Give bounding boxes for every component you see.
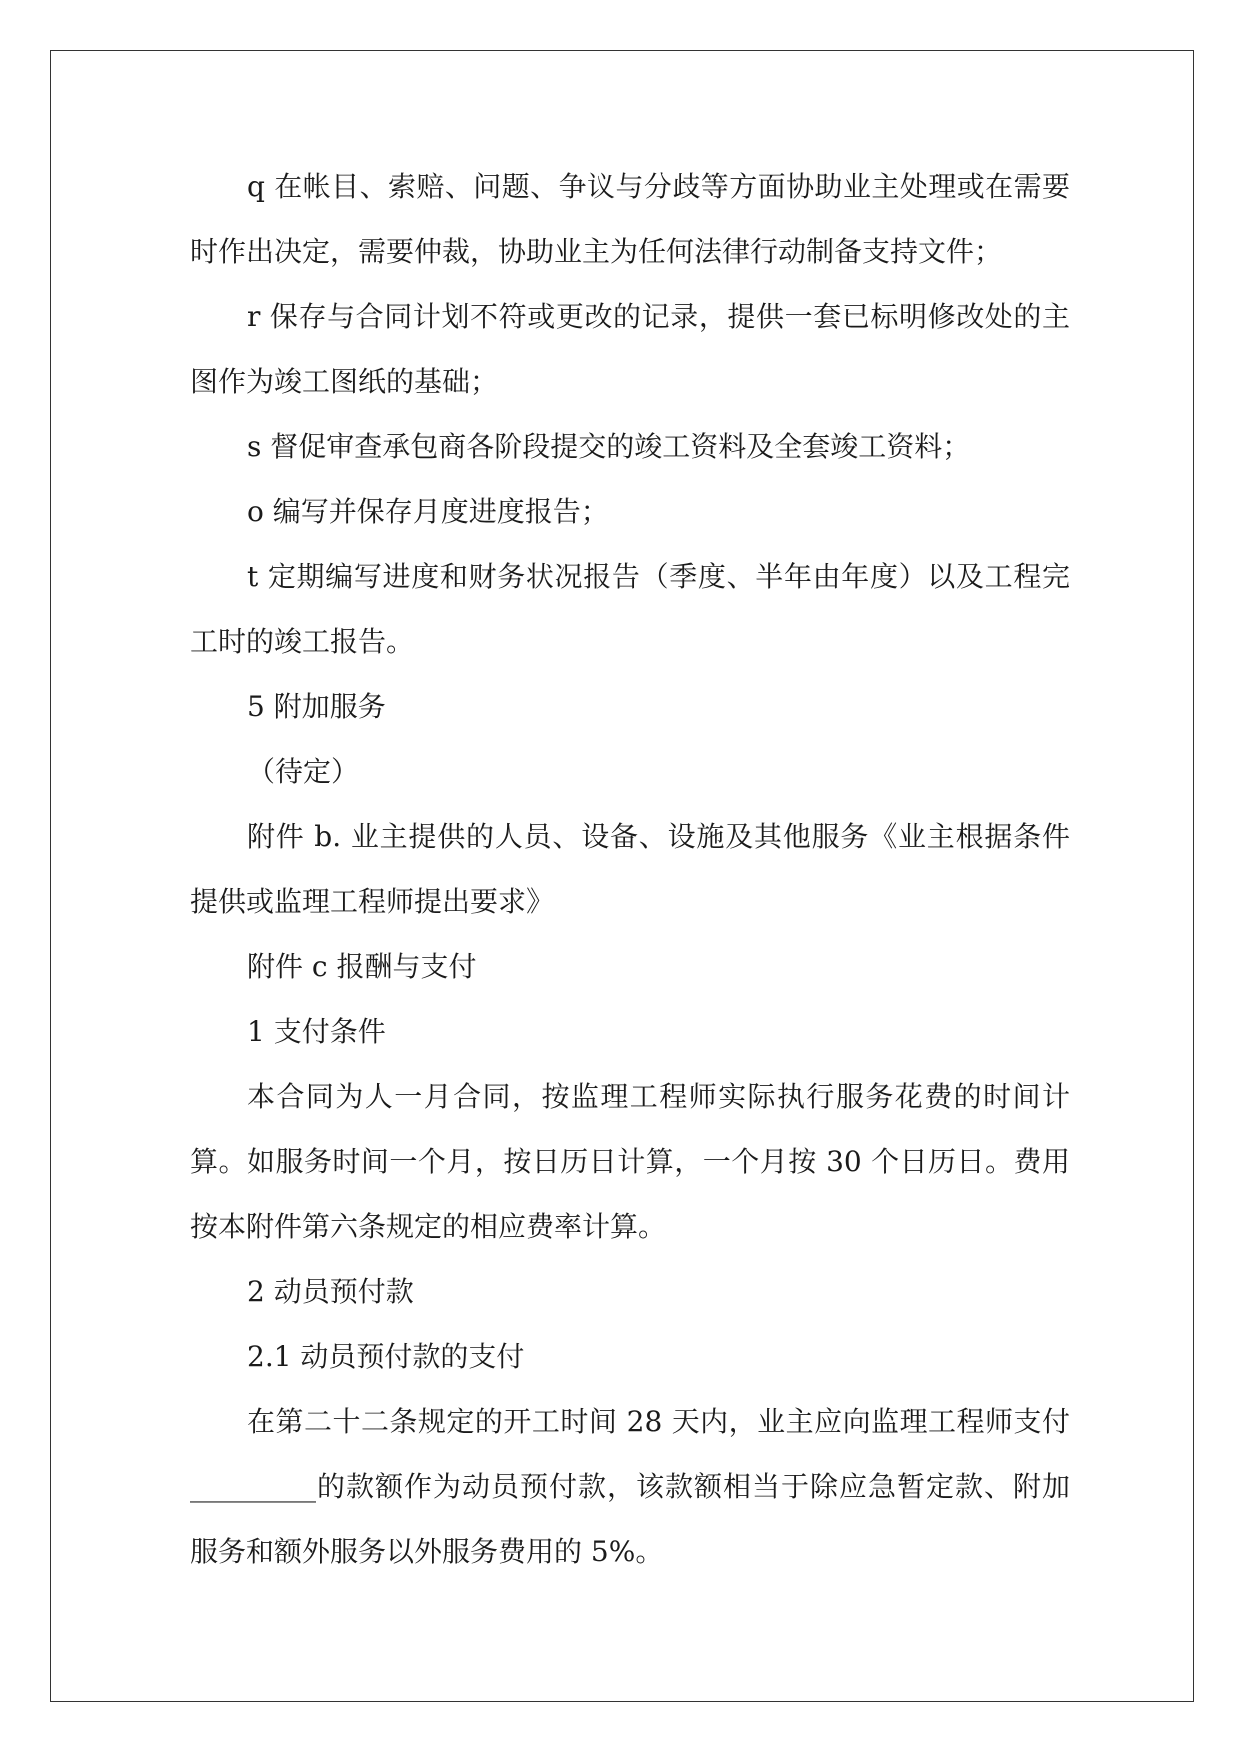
payment-terms-paragraph: 本合同为人一月合同，按监理工程师实际执行服务花费的时间计算。如服务时间一个月，按日历日计算，一个月按 30 个日历日。费用按本附件第六条规定的相应费率计算。 <box>190 1080 1070 1243</box>
appendix-c-title: 附件 c 报酬与支付 <box>247 950 477 983</box>
section-heading-additional-services: 5 附加服务 <box>247 690 386 723</box>
appendix-b-title: 附件 b. 业主提供的人员、设备、设施及其他服务《业主根据条件提供或监理工程师提出要求》 <box>190 820 1070 918</box>
paragraph-item-t: t 定期编写进度和财务状况报告（季度、半年由年度）以及工程完工时的竣工报告。 <box>190 560 1070 658</box>
section-heading-mobilization-advance: 2 动员预付款 <box>247 1275 414 1308</box>
paragraph-item-o: o 编写并保存月度进度报告； <box>247 495 609 528</box>
pending-note: （待定） <box>247 755 360 788</box>
document-body <box>190 154 1070 1584</box>
subsection-heading-advance-payment: 2.1 动员预付款的支付 <box>247 1340 525 1373</box>
advance-payment-paragraph: 在第二十二条规定的开工时间 28 天内，业主应向监理工程师支付_________的款额作为动员预付款，该款额相当于除应急暂定款、附加服务和额外服务以外服务费用的 5%。 <box>190 1405 1070 1568</box>
paragraph-item-r: r 保存与合同计划不符或更改的记录，提供一套已标明修改处的主图作为竣工图纸的基础； <box>190 300 1070 398</box>
paragraph-item-s: s 督促审查承包商各阶段提交的竣工资料及全套竣工资料； <box>247 430 971 463</box>
section-heading-payment-terms: 1 支付条件 <box>247 1015 386 1048</box>
paragraph-item-q: q 在帐目、索赔、问题、争议与分歧等方面协助业主处理或在需要时作出决定，需要仲裁，协助业主为任何法律行动制备支持文件； <box>190 170 1070 268</box>
